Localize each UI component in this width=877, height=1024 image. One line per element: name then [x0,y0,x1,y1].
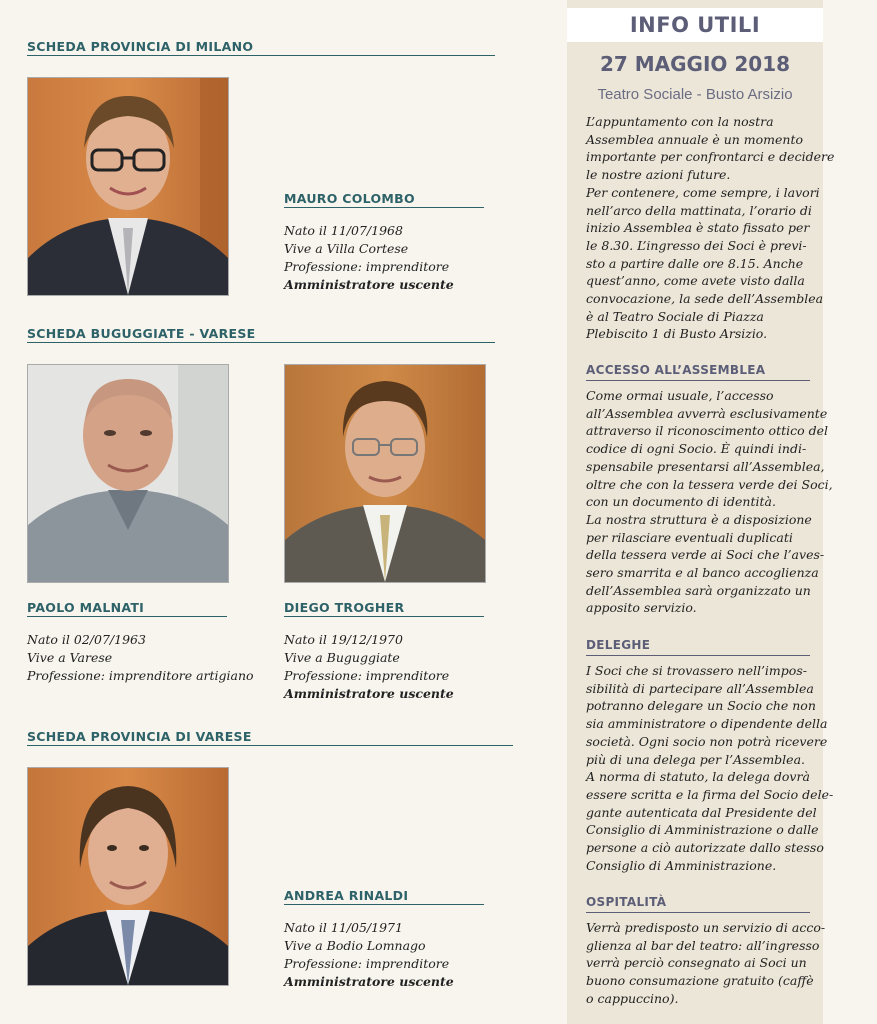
text-line: sibilità di partecipare all’Assemblea [586,680,814,696]
residence: Vive a Villa Cortese [284,241,409,256]
text-line: convocazione, la sede dell’Assemblea [586,291,824,307]
text-line: Consiglio di Amministrazione o dalle [586,822,819,838]
text-line: nell’arco della mattinata, l’orario di [586,202,812,218]
text-line: essere scritta e la firma del Socio dele- [586,786,834,802]
birth-date: Nato il 11/07/1968 [284,223,403,238]
section-rule [27,745,513,746]
person-info [284,919,454,991]
event-date: 27 MAGGIO 2018 [599,52,791,76]
text-line: società. Ogni socio non potrà ricevere [586,733,828,749]
section-title-varese: SCHEDA PROVINCIA DI VARESE [27,729,252,744]
person-name: PAOLO MALNATI [27,600,145,615]
text-line: sero smarrita e al banco accoglienza [586,565,819,581]
text-line: con un documento di identità. [586,494,776,510]
role: Amministratore uscente [284,686,454,701]
text-line: attraverso il riconoscimento ottico del [586,423,829,439]
role: Amministratore uscente [284,277,454,292]
text-line: codice di ogni Socio. È quindi indi- [586,441,807,457]
person-name: ANDREA RINALDI [284,888,409,903]
text-line: oltre che con la tessera verde dei Soci, [586,476,833,492]
text-line: Assemblea annuale è un momento [586,131,804,147]
birth-date: Nato il 19/12/1970 [284,632,403,647]
heading-rule [586,655,810,656]
person-info [284,631,454,703]
heading-ospitalita: OSPITALITÀ [586,895,667,909]
text-line: all’Assemblea avverrà esclusivamente [586,405,828,421]
residence: Vive a Varese [27,650,113,665]
text-line: A norma di statuto, la delega dovrà [586,769,810,785]
text-line: è al Teatro Sociale di Piazza [586,308,764,324]
text-line: spensabile presentarsi all’Assemblea, [586,458,825,474]
portrait-photo-paolo-malnati [27,364,229,583]
role: Amministratore uscente [284,974,454,989]
text-line: Verrà predisposto un servizio di acco- [586,920,826,935]
name-rule [284,904,484,905]
text-line: inizio Assemblea è stato fissato per [586,220,810,236]
text-line: Plebiscito 1 di Busto Arsizio. [586,326,768,342]
text-line: per rilasciare eventuali duplicati [586,529,793,545]
portrait-photo-diego-trogher [284,364,486,583]
text-line: Come ormai usuale, l’accesso [586,388,774,403]
heading-accesso: ACCESSO ALL’ASSEMBLEA [586,363,766,377]
text-line: buono consumazione gratuito (caffè [586,973,814,989]
heading-deleghe: DELEGHE [586,638,651,652]
residence: Vive a Buguggiate [284,650,400,665]
portrait-photo-andrea-rinaldi [27,767,229,986]
profession: Professione: imprenditore [284,668,450,683]
name-rule [284,207,484,208]
section-rule [27,55,495,56]
text-line: della tessera verde ai Soci che l’aves- [586,547,825,563]
name-rule [284,616,484,617]
ospitalita-text [586,919,826,1008]
text-line: sia amministratore o dipendente della [586,716,828,732]
text-line: le nostre azioni future. [586,167,731,183]
heading-rule [586,380,810,381]
text-line: glienza al bar del teatro: all’ingresso [586,937,820,953]
birth-date: Nato il 11/05/1971 [284,920,403,935]
text-line: Consiglio di Amministrazione. [586,857,777,873]
text-line: più di una delega per l’Assemblea. [586,751,805,767]
text-line: sto a partire dalle ore 8.15. Anche [586,255,804,271]
section-title-buguggiate: SCHEDA BUGUGGIATE - VARESE [27,326,256,341]
text-line: dell’Assemblea sarà organizzato un [586,582,811,598]
event-venue: Teatro Sociale - Busto Arsizio [597,86,793,103]
text-line: I Soci che si trovassero nell’impos- [586,663,807,678]
heading-rule [586,912,810,913]
section-rule [27,342,495,343]
text-line: gante autenticata dal Presidente del [586,804,817,820]
portrait-photo-mauro-colombo [27,77,229,296]
profession: Professione: imprenditore artigiano [27,668,254,683]
text-line: apposito servizio. [586,600,697,616]
deleghe-text [586,662,834,874]
residence: Vive a Bodio Lomnago [284,938,426,953]
profession: Professione: imprenditore [284,259,450,274]
text-line: verrà perciò consegnato ai Soci un [586,955,807,971]
text-line: potranno delegare un Socio che non [586,698,816,714]
text-line: quest’anno, come avete visto dalla [586,273,805,289]
text-line: importante per confrontarci e decidere [586,149,835,165]
birth-date: Nato il 02/07/1963 [27,632,146,647]
person-name: MAURO COLOMBO [284,191,415,206]
text-line: o cappuccino). [586,990,679,1006]
text-line: La nostra struttura è a disposizione [586,511,812,527]
person-info [284,222,454,294]
text-line: L’appuntamento con la nostra [586,114,774,129]
section-title-milano: SCHEDA PROVINCIA DI MILANO [27,39,254,54]
text-line: persone a ciò autorizzate dallo stesso [586,840,824,856]
text-line: le 8.30. L’ingresso dei Soci è previ- [586,237,807,253]
intro-text [586,113,835,343]
text-line: Per contenere, come sempre, i lavori [586,184,820,200]
name-rule [27,616,227,617]
person-info [27,631,254,685]
profession: Professione: imprenditore [284,956,450,971]
sidebar-title: INFO UTILI [567,8,823,42]
accesso-text [586,387,833,617]
person-name: DIEGO TROGHER [284,600,405,615]
